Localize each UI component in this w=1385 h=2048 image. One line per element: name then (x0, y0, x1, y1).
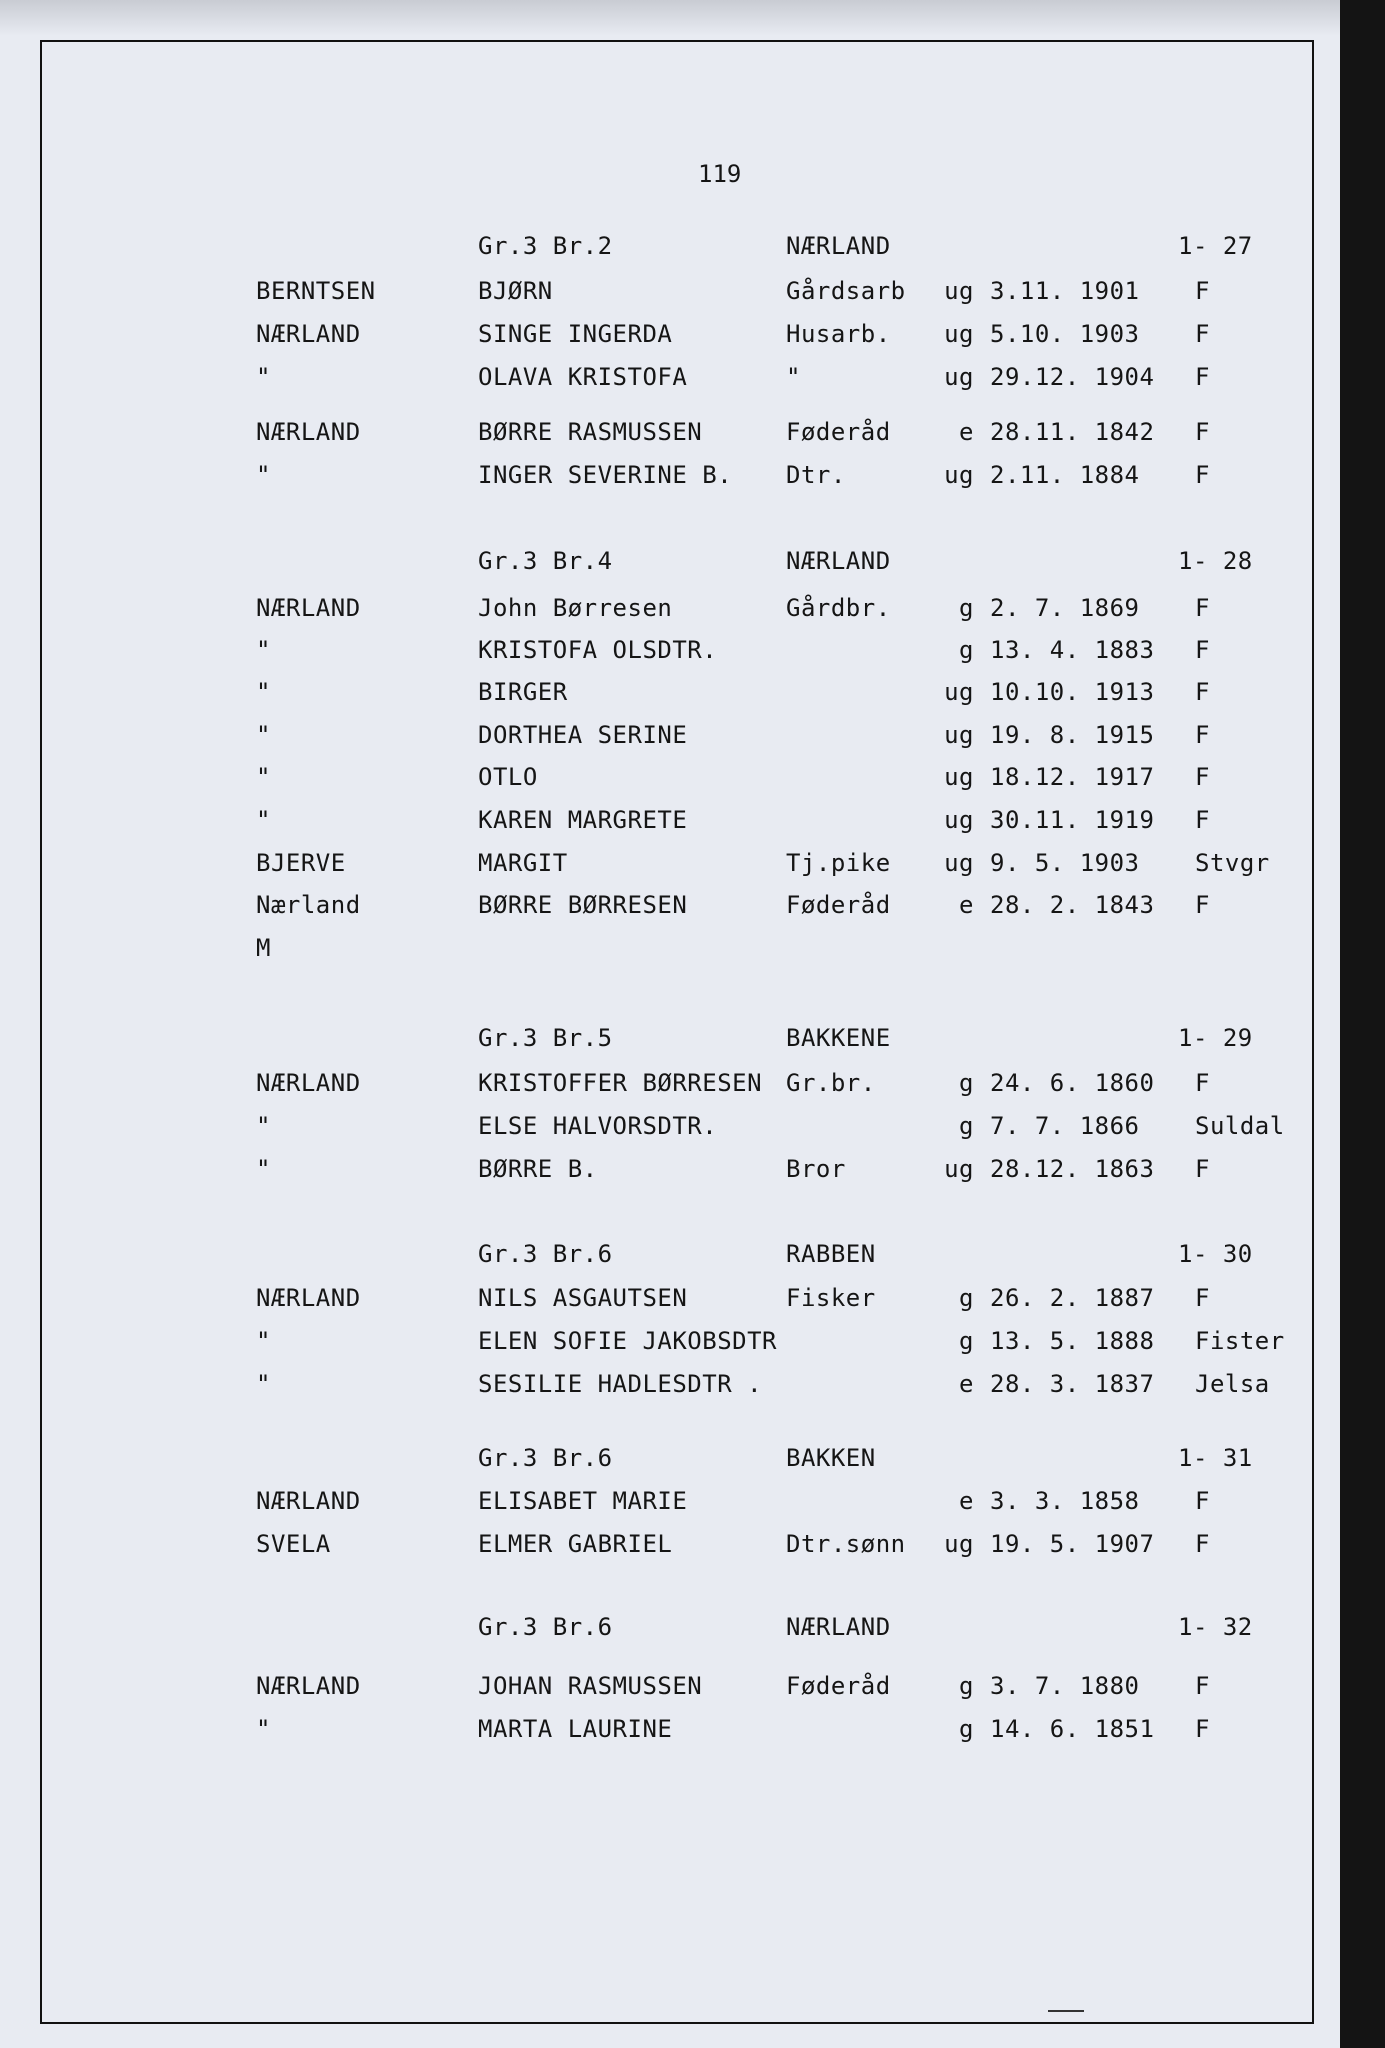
birth-place: F (1195, 594, 1210, 622)
person-row (0, 1487, 1340, 1517)
surname: M (256, 934, 271, 962)
person-row (0, 1069, 1340, 1099)
group-header (0, 1444, 1340, 1474)
household-ref: 1- 31 (1178, 1444, 1253, 1472)
civil-status: g (959, 1715, 974, 1743)
household-ref: 1- 29 (1178, 1024, 1253, 1052)
birth-place: F (1195, 806, 1210, 834)
birth-place: F (1195, 1530, 1210, 1558)
surname: NÆRLAND (256, 1069, 361, 1097)
person-row (0, 891, 1340, 921)
given-name: BIRGER (478, 678, 568, 706)
surname: " (256, 363, 271, 391)
occupation: Gr.br. (786, 1069, 876, 1097)
birth-place: F (1195, 1487, 1210, 1515)
group-header (0, 547, 1340, 577)
birth-place: F (1195, 363, 1210, 391)
occupation: " (786, 363, 801, 391)
civil-status: g (959, 1672, 974, 1700)
group-code: Gr.3 Br.6 (478, 1444, 613, 1472)
given-name: ELSE HALVORSDTR. (478, 1112, 718, 1140)
birth-place: F (1195, 277, 1210, 305)
birth-date: 3. 7. 1880 (990, 1672, 1140, 1700)
given-name: BØRRE B. (478, 1155, 598, 1183)
birth-date: 7. 7. 1866 (990, 1112, 1140, 1140)
civil-status: g (959, 636, 974, 664)
civil-status: g (959, 594, 974, 622)
birth-date: 10.10. 1913 (990, 678, 1155, 706)
person-row (0, 1672, 1340, 1702)
birth-date: 2. 7. 1869 (990, 594, 1140, 622)
surname: " (256, 1715, 271, 1743)
birth-place: F (1195, 1069, 1210, 1097)
occupation: Føderåd (786, 418, 891, 446)
group-code: Gr.3 Br.5 (478, 1024, 613, 1052)
person-row (0, 678, 1340, 708)
surname: " (256, 1112, 271, 1140)
civil-status: e (959, 1370, 974, 1398)
household-ref: 1- 28 (1178, 547, 1253, 575)
given-name: DORTHEA SERINE (478, 721, 688, 749)
surname: NÆRLAND (256, 1284, 361, 1312)
birth-date: 28.11. 1842 (990, 418, 1155, 446)
surname: NÆRLAND (256, 418, 361, 446)
occupation: Tj.pike (786, 849, 891, 877)
surname: SVELA (256, 1530, 331, 1558)
birth-place: F (1195, 418, 1210, 446)
person-row (0, 763, 1340, 793)
birth-place: F (1195, 721, 1210, 749)
group-code: Gr.3 Br.4 (478, 547, 613, 575)
group-header (0, 232, 1340, 262)
birth-date: 26. 2. 1887 (990, 1284, 1155, 1312)
given-name: John Børresen (478, 594, 673, 622)
occupation: Gårdsarb (786, 277, 906, 305)
person-row (0, 461, 1340, 491)
occupation: Dtr. (786, 461, 846, 489)
farm-name: RABBEN (786, 1240, 876, 1268)
birth-date: 3.11. 1901 (990, 277, 1140, 305)
civil-status: e (959, 891, 974, 919)
given-name: NILS ASGAUTSEN (478, 1284, 688, 1312)
person-row (0, 1112, 1340, 1142)
birth-place: F (1195, 1715, 1210, 1743)
surname: " (256, 1155, 271, 1183)
given-name: KRISTOFFER BØRRESEN (478, 1069, 763, 1097)
birth-date: 5.10. 1903 (990, 320, 1140, 348)
civil-status: ug (944, 1530, 974, 1558)
given-name: BØRRE BØRRESEN (478, 891, 688, 919)
birth-date: 13. 5. 1888 (990, 1327, 1155, 1355)
given-name: BØRRE RASMUSSEN (478, 418, 703, 446)
farm-name: BAKKENE (786, 1024, 891, 1052)
birth-date: 2.11. 1884 (990, 461, 1140, 489)
civil-status: ug (944, 721, 974, 749)
birth-place: F (1195, 461, 1210, 489)
occupation: Husarb. (786, 320, 891, 348)
given-name: KAREN MARGRETE (478, 806, 688, 834)
birth-date: 19. 5. 1907 (990, 1530, 1155, 1558)
person-row (0, 934, 1340, 964)
civil-status: ug (944, 849, 974, 877)
person-row (0, 849, 1340, 879)
civil-status: g (959, 1069, 974, 1097)
person-row (0, 1327, 1340, 1357)
birth-date: 24. 6. 1860 (990, 1069, 1155, 1097)
farm-name: NÆRLAND (786, 232, 891, 260)
birth-date: 19. 8. 1915 (990, 721, 1155, 749)
civil-status: ug (944, 1155, 974, 1183)
person-row (0, 277, 1340, 307)
civil-status: e (959, 1487, 974, 1515)
occupation: Fisker (786, 1284, 876, 1312)
birth-place: F (1195, 678, 1210, 706)
occupation: Gårdbr. (786, 594, 891, 622)
birth-date: 13. 4. 1883 (990, 636, 1155, 664)
given-name: MARGIT (478, 849, 568, 877)
birth-date: 9. 5. 1903 (990, 849, 1140, 877)
person-row (0, 721, 1340, 751)
surname: " (256, 1327, 271, 1355)
group-header (0, 1240, 1340, 1270)
group-header (0, 1024, 1340, 1054)
scan-border (1340, 0, 1385, 2048)
occupation: Føderåd (786, 1672, 891, 1700)
surname: NÆRLAND (256, 320, 361, 348)
given-name: KRISTOFA OLSDTR. (478, 636, 718, 664)
surname: NÆRLAND (256, 594, 361, 622)
given-name: BJØRN (478, 277, 553, 305)
given-name: OLAVA KRISTOFA (478, 363, 688, 391)
birth-place: F (1195, 891, 1210, 919)
person-row (0, 363, 1340, 393)
group-code: Gr.3 Br.6 (478, 1240, 613, 1268)
farm-name: NÆRLAND (786, 1613, 891, 1641)
household-ref: 1- 30 (1178, 1240, 1253, 1268)
given-name: MARTA LAURINE (478, 1715, 673, 1743)
footer-mark (1048, 2010, 1084, 2012)
civil-status: g (959, 1327, 974, 1355)
birth-date: 28. 2. 1843 (990, 891, 1155, 919)
household-ref: 1- 27 (1178, 232, 1253, 260)
person-row (0, 418, 1340, 448)
birth-place: F (1195, 320, 1210, 348)
person-row (0, 1715, 1340, 1745)
page-number: 119 (698, 160, 742, 188)
civil-status: ug (944, 320, 974, 348)
civil-status: ug (944, 806, 974, 834)
given-name: JOHAN RASMUSSEN (478, 1672, 703, 1700)
farm-name: BAKKEN (786, 1444, 876, 1472)
surname: NÆRLAND (256, 1487, 361, 1515)
group-code: Gr.3 Br.6 (478, 1613, 613, 1641)
civil-status: ug (944, 763, 974, 791)
household-ref: 1- 32 (1178, 1613, 1253, 1641)
birth-date: 18.12. 1917 (990, 763, 1155, 791)
birth-date: 28.12. 1863 (990, 1155, 1155, 1183)
person-row (0, 1284, 1340, 1314)
surname: " (256, 1370, 271, 1398)
birth-place: Jelsa (1195, 1370, 1270, 1398)
given-name: INGER SEVERINE B. (478, 461, 733, 489)
birth-place: F (1195, 636, 1210, 664)
given-name: ELISABET MARIE (478, 1487, 688, 1515)
surname: " (256, 678, 271, 706)
given-name: SINGE INGERDA (478, 320, 673, 348)
surname: " (256, 636, 271, 664)
birth-place: F (1195, 1155, 1210, 1183)
surname: " (256, 763, 271, 791)
civil-status: ug (944, 678, 974, 706)
person-row (0, 1370, 1340, 1400)
person-row (0, 806, 1340, 836)
given-name: SESILIE HADLESDTR . (478, 1370, 763, 1398)
surname: NÆRLAND (256, 1672, 361, 1700)
surname: " (256, 461, 271, 489)
given-name: ELMER GABRIEL (478, 1530, 673, 1558)
surname: BJERVE (256, 849, 346, 877)
civil-status: ug (944, 461, 974, 489)
birth-date: 14. 6. 1851 (990, 1715, 1155, 1743)
occupation: Dtr.sønn (786, 1530, 906, 1558)
birth-date: 3. 3. 1858 (990, 1487, 1140, 1515)
occupation: Føderåd (786, 891, 891, 919)
surname: " (256, 806, 271, 834)
group-code: Gr.3 Br.2 (478, 232, 613, 260)
person-row (0, 1155, 1340, 1185)
birth-date: 30.11. 1919 (990, 806, 1155, 834)
birth-place: Suldal (1195, 1112, 1285, 1140)
civil-status: ug (944, 277, 974, 305)
birth-place: F (1195, 763, 1210, 791)
civil-status: g (959, 1112, 974, 1140)
birth-date: 28. 3. 1837 (990, 1370, 1155, 1398)
person-row (0, 594, 1340, 624)
given-name: ELEN SOFIE JAKOBSDTR (478, 1327, 777, 1355)
person-row (0, 636, 1340, 666)
civil-status: e (959, 418, 974, 446)
person-row (0, 320, 1340, 350)
birth-place: Fister (1195, 1327, 1285, 1355)
surname: BERNTSEN (256, 277, 376, 305)
birth-date: 29.12. 1904 (990, 363, 1155, 391)
person-row (0, 1530, 1340, 1560)
surname: " (256, 721, 271, 749)
group-header (0, 1613, 1340, 1643)
civil-status: ug (944, 363, 974, 391)
farm-name: NÆRLAND (786, 547, 891, 575)
birth-place: Stvgr (1195, 849, 1270, 877)
given-name: OTLO (478, 763, 538, 791)
birth-place: F (1195, 1284, 1210, 1312)
civil-status: g (959, 1284, 974, 1312)
occupation: Bror (786, 1155, 846, 1183)
birth-place: F (1195, 1672, 1210, 1700)
surname: Nærland (256, 891, 361, 919)
